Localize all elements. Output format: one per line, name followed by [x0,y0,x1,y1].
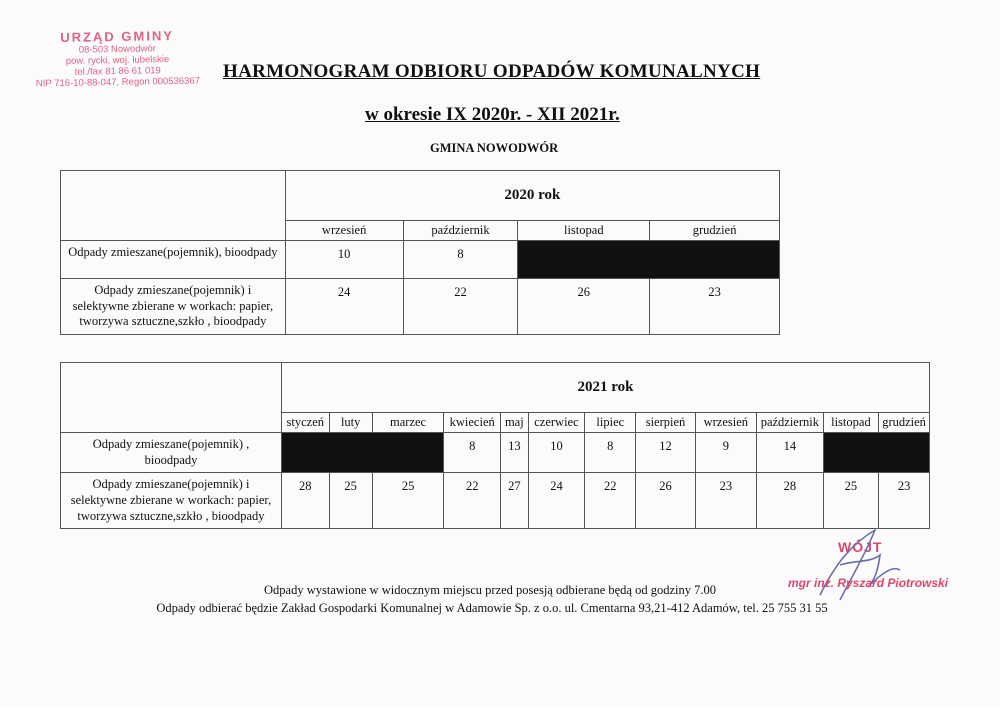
pickup-day: 26 [518,279,650,335]
pickup-day: 22 [585,473,636,529]
month-header: październik [403,221,518,241]
month-header: lipiec [585,413,636,433]
pickup-day: 24 [528,473,585,529]
document-title: HARMONOGRAM ODBIORU ODPADÓW KOMUNALNYCH [223,61,761,82]
month-header: marzec [372,413,444,433]
month-header: październik [757,413,824,433]
stamp-line-2: 08-503 Nowodwór [78,43,156,56]
handwritten-signature [780,525,950,605]
table-corner [61,171,286,241]
month-header: listopad [518,221,650,241]
pickup-day: 10 [528,433,585,473]
stamp-line-4: tel./fax 81 86 61 019 [74,65,161,78]
pickup-day: 24 [285,279,403,335]
schedule-table-2021 [60,362,930,529]
pickup-day: 25 [372,473,444,529]
stamp-line-3: pow. rycki, woj. lubelskie [65,53,170,67]
month-header: grudzień [650,221,780,241]
table-corner [61,363,282,433]
month-header: listopad [823,413,878,433]
pickup-day: 25 [329,473,372,529]
month-header: maj [500,413,528,433]
table-row [61,433,930,473]
month-header: sierpień [636,413,695,433]
pickup-day: 25 [823,473,878,529]
waste-type-label: Odpady zmieszane(pojemnik) i selektywne zbierane w workach: papier, tworzywa sztuczne,szkło , bioodpady [61,473,282,529]
pickup-day: 23 [695,473,756,529]
table-row [61,473,930,529]
no-pickup-block [281,433,443,473]
pickup-day: 9 [695,433,756,473]
pickup-day: 14 [757,433,824,473]
no-pickup-block [518,241,780,279]
waste-type-label: Odpady zmieszane(pojemnik) i selektywne zbierane w workach: papier, tworzywa sztuczne,szkło , bioodpady [61,279,286,335]
month-header: luty [329,413,372,433]
month-header: wrzesień [285,221,403,241]
waste-type-label: Odpady zmieszane(pojemnik) , bioodpady [61,433,282,473]
schedule-table-2020 [60,170,780,335]
year-header: 2020 rok [285,171,779,221]
pickup-day: 10 [285,241,403,279]
pickup-day: 8 [403,241,518,279]
pickup-day: 8 [585,433,636,473]
pickup-day: 8 [444,433,501,473]
municipality-name: GMINA NOWODWÓR [430,141,559,155]
pickup-day: 27 [500,473,528,529]
footer-note-time: Odpady wystawione w widocznym miejscu przed posesją odbierane będą od godziny 7.00 [264,583,716,597]
month-header: grudzień [879,413,930,433]
pickup-day: 22 [403,279,518,335]
month-header: wrzesień [695,413,756,433]
office-stamp [30,28,206,90]
table-row [61,241,780,279]
pickup-day: 13 [500,433,528,473]
stamp-line-5: NIP 716-10-88-047, Regon 000536367 [35,75,201,90]
pickup-day: 23 [879,473,930,529]
month-header: czerwiec [528,413,585,433]
footer-note-company: Odpady odbierać będzie Zakład Gospodarki Komunalnej w Adamowie Sp. z o.o. ul. Cmentarna 93,21-412 Adamów, tel. 25 755 31 55 [156,601,828,615]
signature-title: WÓJT [838,539,883,555]
pickup-day: 28 [281,473,329,529]
signature-name: mgr inż. Ryszard Piotrowski [788,576,949,590]
pickup-day: 22 [444,473,501,529]
document-period: w okresie IX 2020r. - XII 2021r. [365,104,620,125]
pickup-day: 23 [650,279,780,335]
year-header: 2021 rok [281,363,929,413]
month-header: kwiecień [444,413,501,433]
stamp-line-1: URZĄD GMINY [60,28,175,45]
pickup-day: 28 [757,473,824,529]
pickup-day: 26 [636,473,695,529]
month-header: styczeń [281,413,329,433]
no-pickup-block [823,433,929,473]
waste-type-label: Odpady zmieszane(pojemnik), bioodpady [61,241,286,279]
pickup-day: 12 [636,433,695,473]
table-row [61,279,780,335]
